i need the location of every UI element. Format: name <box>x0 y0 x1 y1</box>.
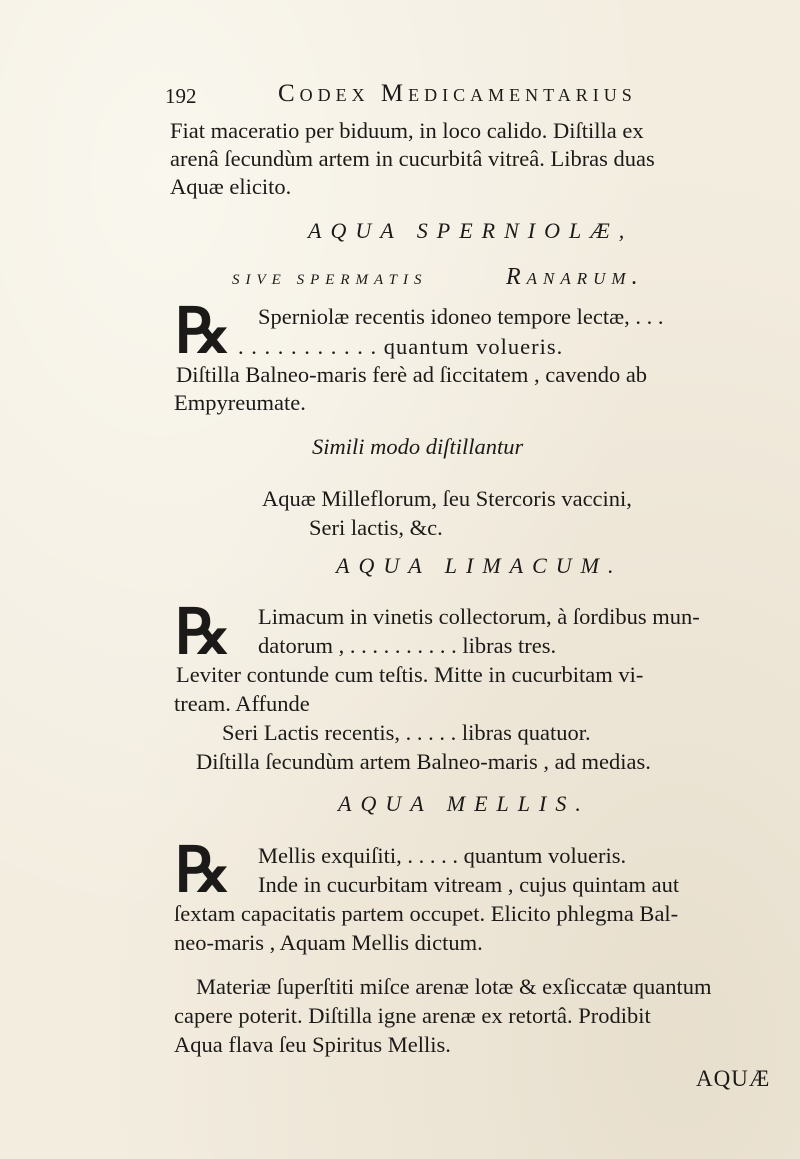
section3-line-1: Mellis exquiſiti, . . . . . quantum volueris. <box>258 843 627 868</box>
section2-line-4: tream. Affunde <box>174 691 310 716</box>
page-number: 192 <box>165 84 197 108</box>
section3-title: AQUA MELLIS. <box>338 791 590 816</box>
section1-subtitle-a: SIVE SPERMATIS <box>232 272 428 288</box>
recipe-symbol: ℞ <box>175 833 231 906</box>
similar-line-2: Seri lactis, &c. <box>309 515 443 540</box>
closing-line-2: capere poterit. Diſtilla igne arenæ ex retortâ. Prodibit <box>174 1003 651 1028</box>
recipe-symbol: ℞ <box>175 595 231 668</box>
section2-line-1: Limacum in vinetis collectorum, à ſordibus mun- <box>258 604 700 629</box>
closing-line-1: Materiæ ſuperſtiti miſce arenæ lotæ & exſiccatæ quantum <box>196 974 712 999</box>
section2-line-6: Diſtilla ſecundùm artem Balneo-maris , ad medias. <box>196 749 651 774</box>
section3-line-4: neo-maris , Aquam Mellis dictum. <box>174 930 483 955</box>
section3-line-2: Inde in cucurbitam vitream , cujus quintam aut <box>258 872 680 897</box>
catchword: AQUÆ <box>696 1066 771 1091</box>
intro-line-3: Aquæ elicito. <box>170 174 292 199</box>
section2-line-2: datorum , . . . . . . . . . . libras tres. <box>258 633 557 658</box>
section3-line-3: ſextam capacitatis partem occupet. Elicito phlegma Bal- <box>174 901 679 926</box>
section1-title: AQUA SPERNIOLÆ, <box>308 218 634 243</box>
closing-line-3: Aqua flava ſeu Spiritus Mellis. <box>174 1032 451 1057</box>
section1-line-4: Empyreumate. <box>174 390 306 415</box>
section1-line-3: Diſtilla Balneo-maris ferè ad ſiccitatem , cavendo ab <box>176 362 648 387</box>
similar-line-1: Aquæ Milleflorum, ſeu Stercoris vaccini, <box>262 486 632 511</box>
intro-line-1: Fiat maceratio per biduum, in loco calido. Diſtilla ex <box>170 118 644 143</box>
intro-line-2: arenâ ſecundùm artem in cucurbitâ vitreâ. Libras duas <box>170 146 655 171</box>
section1-line-1: Sperniolæ recentis idoneo tempore lectæ, . . . <box>258 304 664 329</box>
running-title: Codex Medicamentarius <box>278 80 637 107</box>
recipe-symbol: ℞ <box>175 294 231 367</box>
similar-heading: Simili modo diſtillantur <box>312 434 524 459</box>
section1-subtitle-b: Ranarum. <box>506 264 644 290</box>
section2-line-5: Seri Lactis recentis, . . . . . libras quatuor. <box>222 720 591 745</box>
section1-line-2: . . . . . . . . . . . quantum volueris. <box>238 334 564 359</box>
section2-line-3: Leviter contunde cum teſtis. Mitte in cucurbitam vi- <box>176 662 644 687</box>
section2-title: AQUA LIMACUM. <box>336 553 623 578</box>
